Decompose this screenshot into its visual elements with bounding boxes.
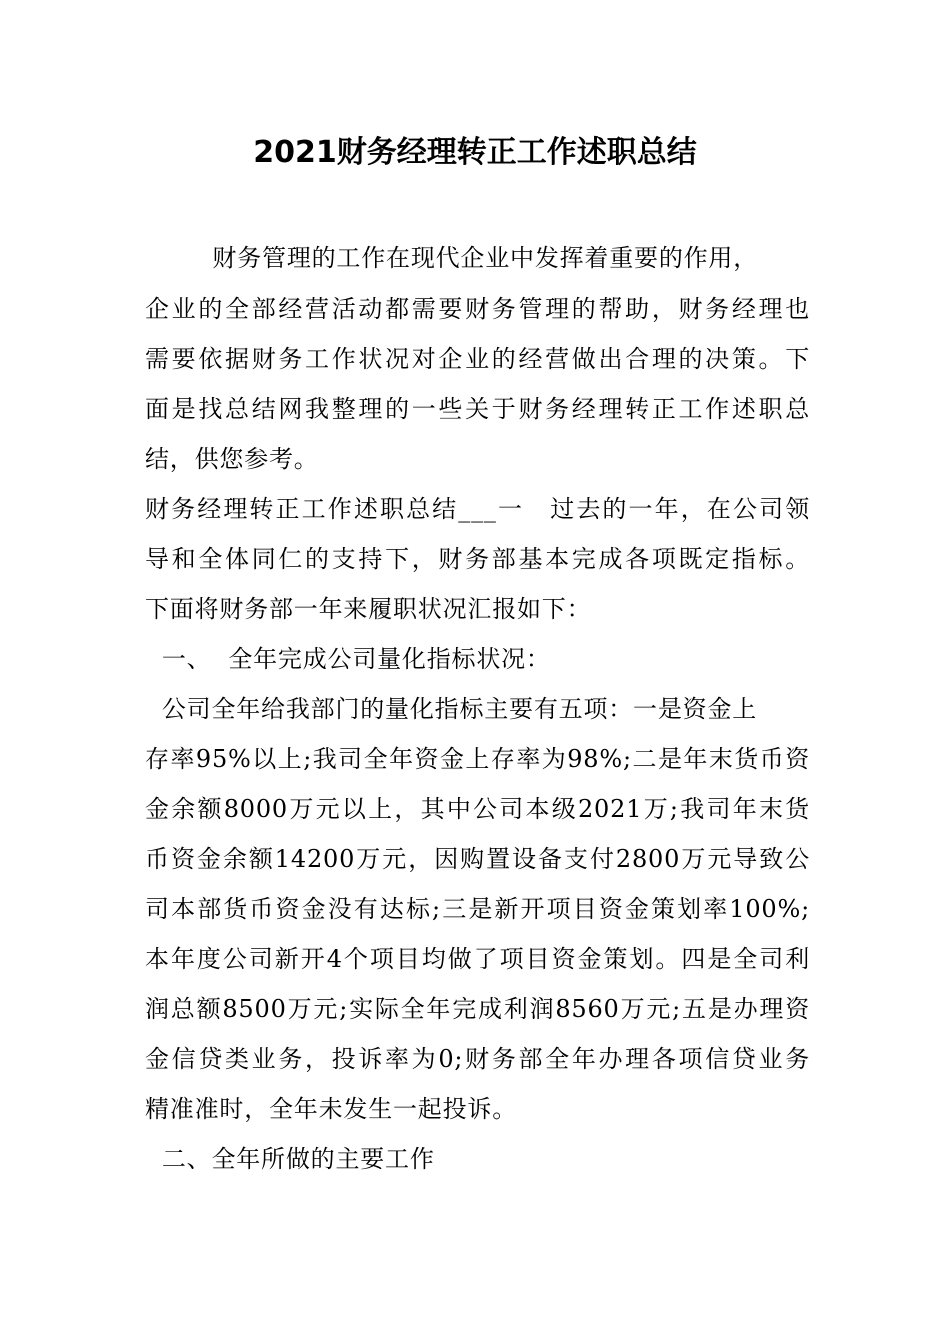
paragraph-line: 司本部货币资金没有达标;三是新开项目资金策划率100%; bbox=[145, 895, 810, 923]
paragraph-line: 财务经理转正工作述职总结___一 过去的一年，在公司领 bbox=[145, 495, 810, 523]
paragraph-line: 存率95%以上;我司全年资金上存率为98%;二是年末货币资 bbox=[145, 745, 810, 773]
paragraph-line: 本年度公司新开4个项目均做了项目资金策划。四是全司利 bbox=[145, 945, 810, 973]
paragraph-line: 企业的全部经营活动都需要财务管理的帮助，财务经理也 bbox=[145, 295, 810, 323]
section-heading: 一、 全年完成公司量化指标状况： bbox=[145, 645, 551, 673]
document-title: 2021财务经理转正工作述职总结 bbox=[253, 135, 697, 170]
paragraph-line: 下面将财务部一年来履职状况汇报如下： bbox=[145, 595, 592, 623]
paragraph-line: 润总额8500万元;实际全年完成利润8560万元;五是办理资 bbox=[145, 995, 810, 1023]
paragraph-line: 金信贷类业务，投诉率为0;财务部全年办理各项信贷业务 bbox=[145, 1045, 810, 1073]
section-heading: 二、全年所做的主要工作 bbox=[145, 1145, 435, 1173]
paragraph-line: 精准准时，全年未发生一起投诉。 bbox=[145, 1095, 517, 1123]
paragraph-line: 导和全体同仁的支持下，财务部基本完成各项既定指标。 bbox=[145, 545, 810, 573]
paragraph-line: 结，供您参考。 bbox=[145, 445, 319, 473]
paragraph-line: 财务管理的工作在现代企业中发挥着重要的作用， bbox=[145, 244, 759, 272]
paragraph-line: 币资金余额14200万元，因购置设备支付2800万元导致公 bbox=[145, 845, 810, 873]
paragraph-line: 公司全年给我部门的量化指标主要有五项：一是资金上 bbox=[145, 695, 758, 723]
paragraph-line: 金余额8000万元以上，其中公司本级2021万;我司年末货 bbox=[145, 795, 810, 823]
paragraph-line: 需要依据财务工作状况对企业的经营做出合理的决策。下 bbox=[145, 345, 810, 373]
paragraph-line: 面是找总结网我整理的一些关于财务经理转正工作述职总 bbox=[145, 395, 810, 423]
